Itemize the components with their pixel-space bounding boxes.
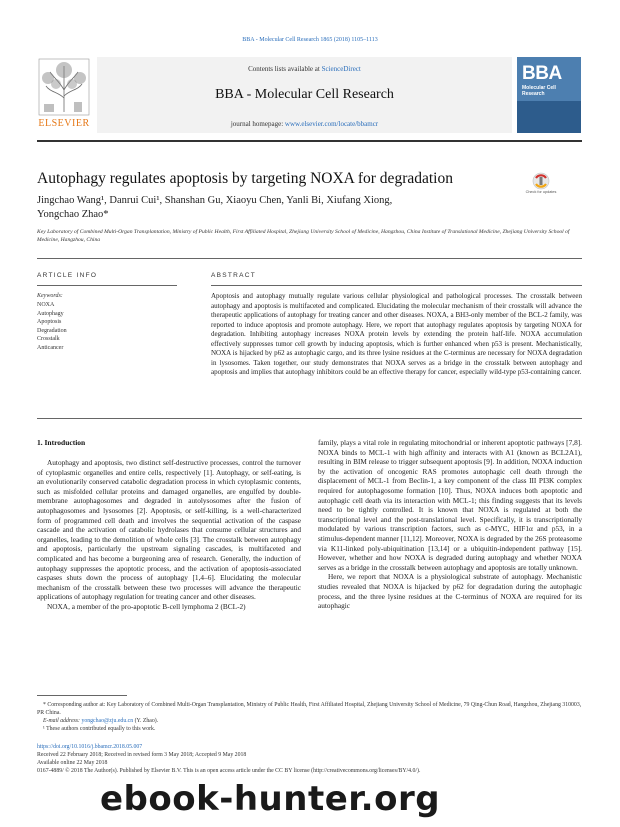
journal-citation[interactable]: BBA - Molecular Cell Research 1865 (2018) 1105–1113 [242,37,378,43]
keyword-list [37,301,177,352]
body-paragraph: family, plays a vital role in regulating mitochondrial or inherent apoptotic pathways [7,8]. NOXA binds to MCL-1 with high affinity and interacts with A1 (known as BCL2A1), resulting in BIM release to trigger subsequent apoptosis [9]. In addition, NOXA induction by the activation of oncogenic RAS promotes autophagic cell death through the displacement of MCL-1 from Beclin-1, a key component of the class III PI3K complex required for autophagosome formation [10]. Thus, NOXA induces both apoptotic and autophagic cell death via its interaction with MCL-1; this finding suggests that its levels need to be tightly controlled. It is known that NOXA is regulated at both the transcriptional level and the post-translational level. Specifically, it is transcriptionally modulated by various transcription factors, such as c-MYC, HIF1α and p53, in a stimulus-dependent manner [11,12]. Moreover, NOXA is degraded by the 26S proteasome via K11-linked poly-ubiquitination [13,14] or a ubiquitin-independent pathway [15]. However, whether and how NOXA is degraded during autophagy and whether NOXA serves as a bridge in the crosstalk between autophagy and apoptosis are totally unknown. [318,438,582,572]
journal-title: BBA - Molecular Cell Research [215,87,394,102]
header-rule [37,140,582,142]
check-updates-label: Check for updates [525,190,557,194]
journal-cover [517,57,581,133]
cover-title: BBA [522,63,562,84]
email-link[interactable]: yongchao@zju.edu.cn [81,718,134,724]
body-paragraph: Here, we report that NOXA is a physiological substrate of autophagy. Mechanistic studies revealed that NOXA is hijacked by p62 for degradation during the autophagic process, and the three lysine residues at the C-terminus of NOXA are required for its autophagic [318,572,582,611]
corresponding-author-note: * Corresponding author at: Key Laboratory of Combined Multi-Organ Transplantation, Ministry of Public Health, First Affiliated Hospital, Zhejiang University School of Medicine, 79 Qing-Chun Road, Hangzhou, Zhejiang 310003, PR China. [37,702,582,716]
equal-contribution-note: ¹ These authors contributed equally to this work. [43,726,156,732]
keyword: Anticancer [37,344,64,351]
affiliation: Key Laboratory of Combined Multi-Organ Transplantation, Ministry of Public Health, First Affiliated Hospital, Zhejiang University School of Medicine, Hangzhou, China Institute of Translational Medicine, Zhejiang University School of Medicine, Hangzhou, China [37,229,570,243]
sciencedirect-link[interactable]: ScienceDirect [321,65,361,73]
journal-header [97,57,512,133]
authors-line-1: Jingchao Wang¹, Danrui Cui¹, Shanshan Gu, Xiaoyu Chen, Yanli Bi, Xiufang Xiong, [37,195,393,206]
left-column [37,458,301,612]
elsevier-logo [38,58,90,130]
article-title: Autophagy regulates apoptosis by targeting NOXA for degradation [37,170,453,187]
footnotes [37,701,582,733]
abstract-heading: ABSTRACT [211,272,257,279]
section-heading-introduction: 1. Introduction [37,438,86,447]
publication-info [37,743,582,775]
homepage-link[interactable]: www.elsevier.com/locate/bbamcr [284,120,379,128]
abstract-bottom-rule [37,418,582,419]
keyword: Degradation [37,327,67,334]
doi-link[interactable]: https://doi.org/10.1016/j.bbamcr.2018.05.007 [37,744,143,750]
body-paragraph: Autophagy and apoptosis, two distinct self-destructive processes, control the turnover of cytoplasmic organelles and entire cells, respectively [1]. Autophagy, or self-eating, is an evolutionarily conserved catabolic degradation process in which cytoplasmic contents, such as misfolded cellular proteins and damaged organelles, are engulfed by double-membrane autophagosomes and degraded in autolysosomes after the fusion of autophagosomes and lysosomes [2]. Apoptosis, or self-killing, is a well-characterized form of programmed cell death and involves the sequential activation of the caspase cascade and the activation of catabolic hydrolases that consume cellular structures and organelles, leading to the demolition of whole cells [3]. The crosstalk between autophagy and apoptosis, particularly the upstream signaling cascades, is multifaceted and complicated and has become a burgeoning area of research. Generally, the induction of autophagy suppresses the apoptotic process, and the activation of apoptosis-associated caspases shuts down the process of autophagy [1,4–6]. Elucidating the molecular mechanism of the crosstalk between these two processes will advance the therapeutic applications of autophagy regulation for treating cancer and other diseases. [37,458,301,602]
affiliation-rule [37,258,582,259]
author-list [37,194,497,222]
keywords-label: Keywords: [37,293,63,299]
check-updates-icon [525,170,557,202]
homepage-line: journal homepage: www.elsevier.com/locate/bbamcr [230,120,379,128]
check-for-updates-button[interactable] [525,170,557,202]
article-info-heading: ARTICLE INFO [37,272,98,279]
email-note: E-mail address: yongchao@zju.edu.cn (Y. Zhao). [43,718,159,724]
watermark: ebook-hunter.org [100,779,441,819]
elsevier-wordmark: ELSEVIER [38,118,90,129]
contents-line: Contents lists available at ScienceDirect [248,65,361,73]
online-date: Available online 22 May 2018 [37,760,108,766]
article-info-rule [37,285,177,286]
received-dates: Received 22 February 2018; Received in revised form 3 May 2018; Accepted 9 May 2018 [37,752,247,758]
footnote-rule [37,695,127,696]
cover-subtitle: Molecular Cell Research [522,85,556,97]
keyword: NOXA [37,302,55,308]
abstract-text: Apoptosis and autophagy mutually regulate various cellular physiological and pathological processes. The crosstalk between autophagy and apoptosis is multifaceted and complicated. Elucidating the molecular mechanism of their crosstalk will advance the therapeutic applications of autophagy for treating cancer and other diseases. NOXA, a BH3-only member of the BCL-2 family, was reported to induce apoptosis and promote autophagy. Here, we report that autophagy regulates apoptosis by targeting NOXA for degradation. Inhibiting autophagy increases NOXA protein levels by extending the protein half-life. NOXA accumulation effectively suppresses tumor cell growth by inducing apoptosis, which is further enhanced when p53 is present. Mechanistically, NOXA is hijacked by p62 as autophagic cargo, and its three lysine residues at the C-terminus are necessary for NOXA degradation in lysosomes. Taken together, our study demonstrates that NOXA serves as a bridge in the crosstalk between autophagy and apoptosis and implies that autophagy inhibitors could be an effective therapy for cancer, especially wild-type p53-containing cancer. [211,292,582,377]
authors-line-2: Yongchao Zhao* [37,209,109,220]
cover-band [517,101,581,133]
abstract-rule [211,285,582,286]
copyright-line: 0167-4889/ © 2018 The Author(s). Published by Elsevier B.V. This is an open access article under the CC BY license (http://creativecommons.org/licenses/BY/4.0/). [37,768,421,774]
keyword: Autophagy [37,310,64,317]
body-paragraph: NOXA, a member of the pro-apoptotic B-cell lymphoma 2 (BCL-2) [47,601,246,611]
right-column [318,438,582,611]
keyword: Crosstalk [37,336,60,342]
keyword: Apoptosis [37,319,62,325]
